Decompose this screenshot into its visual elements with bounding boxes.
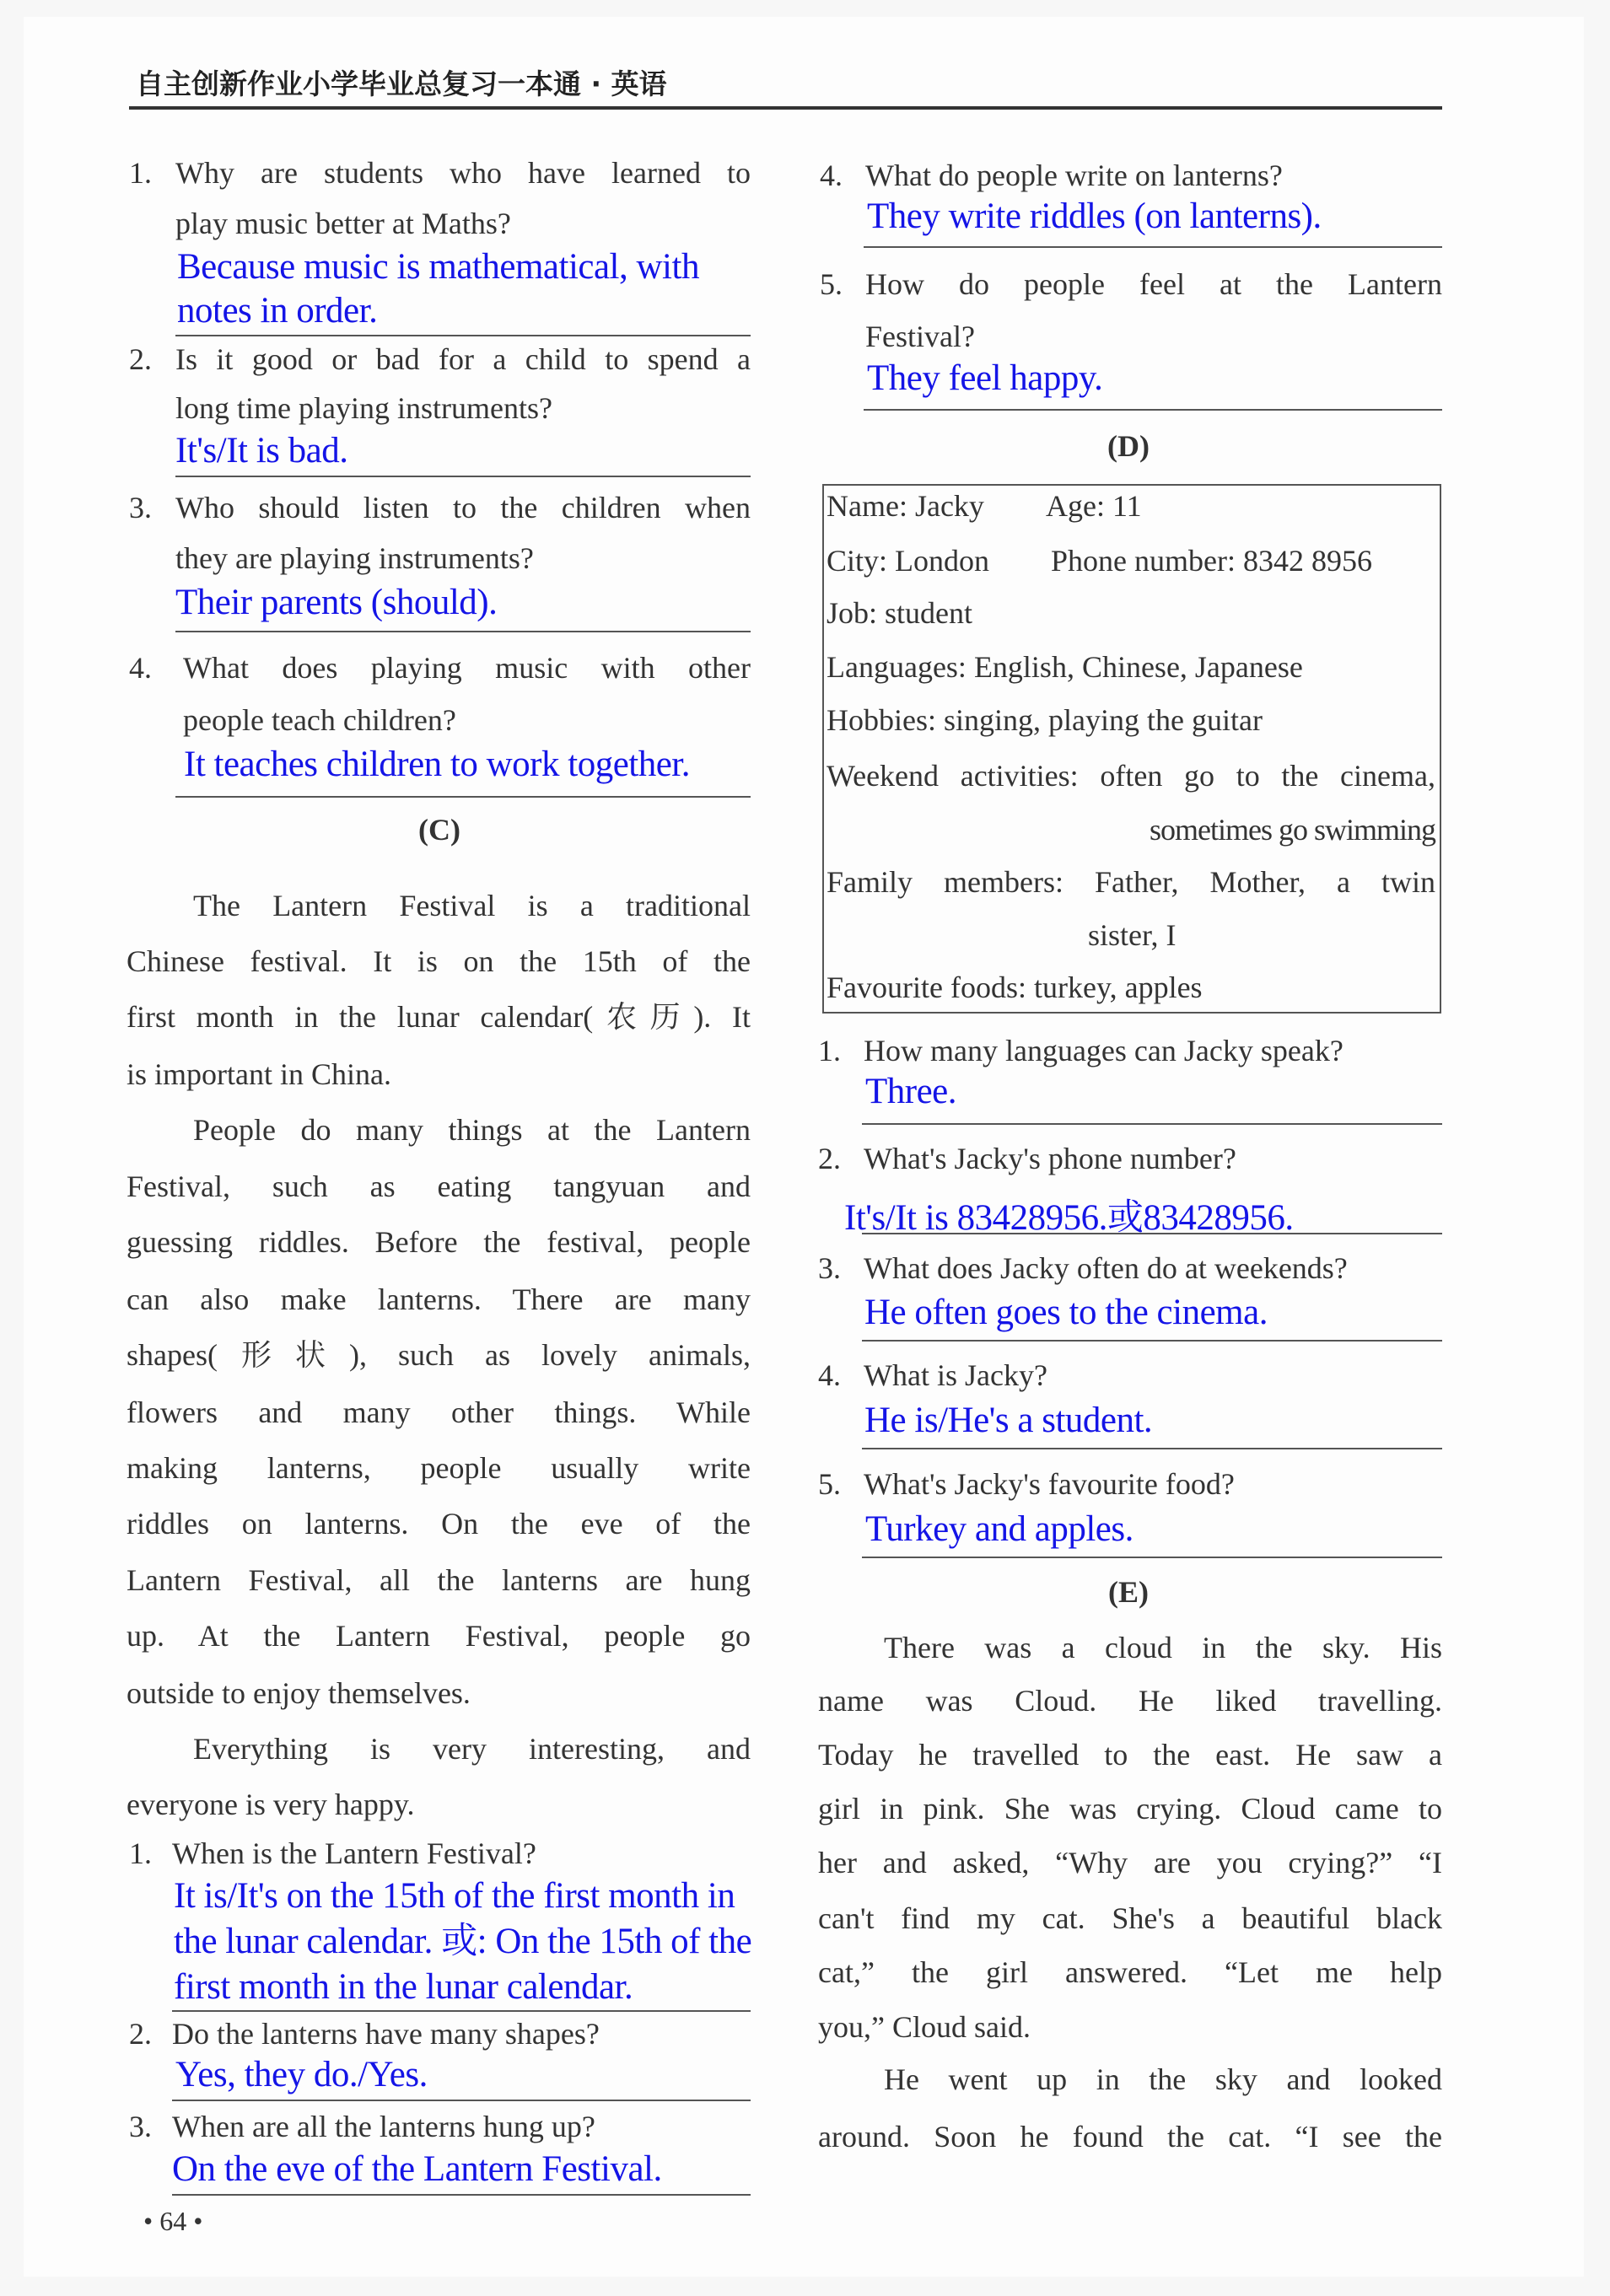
passage-line: you,” Cloud said. bbox=[818, 2010, 1031, 2044]
section-heading-e: (E) bbox=[1108, 1575, 1149, 1609]
question-number: 3. bbox=[129, 491, 152, 524]
passage-line: cat,” the girl answered. “Let me help bbox=[818, 1955, 1442, 1989]
profile-age: Age: 11 bbox=[1046, 489, 1142, 523]
passage-line: Festival, such as eating tangyuan and bbox=[127, 1170, 751, 1203]
answer-text: They feel happy. bbox=[867, 358, 1103, 398]
passage-line: Everything is very interesting, and bbox=[193, 1732, 751, 1766]
answer-line bbox=[172, 2100, 751, 2101]
profile-phone: Phone number: 8342 8956 bbox=[1051, 544, 1372, 578]
question-number: 4. bbox=[820, 159, 843, 192]
answer-line bbox=[864, 246, 1442, 248]
passage-line: can't find my cat. She's a beautiful black bbox=[818, 1901, 1442, 1935]
passage-line: There was a cloud in the sky. His bbox=[884, 1631, 1442, 1664]
passage-line: making lanterns, people usually write bbox=[127, 1451, 751, 1485]
passage-line: is important in China. bbox=[127, 1057, 391, 1091]
question-number: 2. bbox=[818, 1142, 841, 1175]
answer-text: He is/He's a student. bbox=[864, 1401, 1153, 1440]
question-text: Who should listen to the children when bbox=[175, 491, 751, 524]
question-text: play music better at Maths? bbox=[175, 207, 511, 240]
passage-line: everyone is very happy. bbox=[127, 1788, 415, 1821]
answer-text: He often goes to the cinema. bbox=[864, 1293, 1268, 1332]
question-number: 3. bbox=[818, 1251, 841, 1285]
passage-line: girl in pink. She was crying. Cloud came to bbox=[818, 1792, 1442, 1826]
answer-text: On the eve of the Lantern Festival. bbox=[172, 2149, 662, 2189]
profile-job: Job: student bbox=[827, 596, 973, 630]
answer-line bbox=[175, 335, 751, 336]
question-text: Festival? bbox=[865, 320, 975, 353]
answer-line bbox=[862, 1557, 1442, 1558]
answer-line bbox=[175, 796, 751, 798]
question-text: What does Jacky often do at weekends? bbox=[864, 1251, 1348, 1285]
passage-line: flowers and many other things. While bbox=[127, 1395, 751, 1429]
answer-line bbox=[862, 1340, 1442, 1342]
answer-line bbox=[862, 1123, 1442, 1125]
passage-line: Chinese festival. It is on the 15th of the bbox=[127, 944, 751, 978]
question-text: How do people feel at the Lantern bbox=[865, 267, 1442, 301]
profile-family-cont: sister, I bbox=[1088, 918, 1177, 952]
question-number: 1. bbox=[818, 1034, 841, 1067]
answer-text: It teaches children to work together. bbox=[184, 745, 691, 784]
answer-text: Turkey and apples. bbox=[865, 1509, 1133, 1549]
question-text: How many languages can Jacky speak? bbox=[864, 1034, 1343, 1067]
profile-hobbies: Hobbies: singing, playing the guitar bbox=[827, 703, 1263, 737]
passage-line: Lantern Festival, all the lanterns are hung bbox=[127, 1563, 751, 1597]
running-header: 自主创新作业小学毕业总复习一本通 · 英语 bbox=[136, 67, 667, 100]
answer-text: Their parents (should). bbox=[175, 583, 498, 622]
passage-line: The Lantern Festival is a traditional bbox=[193, 889, 751, 922]
passage-line: can also make lanterns. There are many bbox=[127, 1282, 751, 1316]
question-text: Do the lanterns have many shapes? bbox=[172, 2017, 600, 2051]
answer-line bbox=[175, 476, 751, 477]
answer-line bbox=[172, 2194, 751, 2196]
question-number: 5. bbox=[820, 267, 843, 301]
question-number: 2. bbox=[129, 2017, 152, 2051]
question-number: 1. bbox=[129, 1836, 152, 1870]
answer-text: the lunar calendar. 或: On the 15th of the bbox=[174, 1922, 752, 1961]
passage-line: He went up in the sky and looked bbox=[884, 2062, 1442, 2096]
answer-text: They write riddles (on lanterns). bbox=[867, 196, 1322, 236]
profile-weekend-cont: sometimes go swimming bbox=[1150, 813, 1435, 847]
question-number: 1. bbox=[129, 156, 152, 190]
question-text: Why are students who have learned to bbox=[175, 156, 751, 190]
question-text: long time playing instruments? bbox=[175, 391, 552, 425]
question-number: 5. bbox=[818, 1467, 841, 1501]
passage-line: People do many things at the Lantern bbox=[193, 1113, 751, 1147]
question-text: What's Jacky's phone number? bbox=[864, 1142, 1236, 1175]
answer-text: notes in order. bbox=[177, 291, 378, 331]
question-text: What do people write on lanterns? bbox=[865, 159, 1283, 192]
answer-line bbox=[172, 2010, 751, 2012]
answer-line bbox=[175, 631, 751, 632]
profile-languages: Languages: English, Chinese, Japanese bbox=[827, 650, 1303, 684]
section-heading-c: (C) bbox=[418, 813, 460, 847]
passage-line: outside to enjoy themselves. bbox=[127, 1676, 471, 1710]
passage-line: guessing riddles. Before the festival, people bbox=[127, 1225, 751, 1259]
profile-city: City: London bbox=[827, 544, 990, 578]
question-text: When is the Lantern Festival? bbox=[172, 1836, 536, 1870]
passage-line: up. At the Lantern Festival, people go bbox=[127, 1619, 751, 1653]
profile-weekend: Weekend activities: often go to the cinema, bbox=[827, 759, 1435, 793]
answer-line bbox=[862, 1448, 1442, 1449]
question-text: What is Jacky? bbox=[864, 1358, 1047, 1392]
profile-name: Name: Jacky bbox=[827, 489, 984, 523]
passage-line: riddles on lanterns. On the eve of the bbox=[127, 1507, 751, 1541]
passage-line: her and asked, “Why are you crying?” “I bbox=[818, 1846, 1442, 1879]
question-number: 2. bbox=[129, 342, 152, 376]
question-text: When are all the lanterns hung up? bbox=[172, 2110, 595, 2143]
question-number: 4. bbox=[818, 1358, 841, 1392]
question-number: 4. bbox=[129, 651, 152, 685]
answer-text: first month in the lunar calendar. bbox=[174, 1967, 633, 2007]
passage-line: around. Soon he found the cat. “I see the bbox=[818, 2120, 1442, 2154]
answer-text: It's/It is bad. bbox=[175, 431, 348, 470]
passage-line: name was Cloud. He liked travelling. bbox=[818, 1684, 1442, 1718]
passage-line: Today he travelled to the east. He saw a bbox=[818, 1738, 1442, 1772]
answer-text: It's/It is 83428956.或83428956. bbox=[844, 1198, 1294, 1238]
question-text: Is it good or bad for a child to spend a bbox=[175, 342, 751, 376]
answer-text: Three. bbox=[865, 1072, 957, 1111]
answer-text: Yes, they do./Yes. bbox=[175, 2055, 428, 2094]
page-number: • 64 • bbox=[143, 2206, 203, 2236]
question-text: What's Jacky's favourite food? bbox=[864, 1467, 1235, 1501]
answer-text: It is/It's on the 15th of the first month in bbox=[174, 1876, 735, 1916]
answer-line bbox=[864, 409, 1442, 411]
profile-family: Family members: Father, Mother, a twin bbox=[827, 865, 1435, 899]
profile-foods: Favourite foods: turkey, apples bbox=[827, 971, 1203, 1004]
question-text: they are playing instruments? bbox=[175, 541, 534, 575]
question-text: What does playing music with other bbox=[183, 651, 751, 685]
question-number: 3. bbox=[129, 2110, 152, 2143]
passage-line: first month in the lunar calendar(农历). It bbox=[127, 1000, 751, 1034]
answer-text: Because music is mathematical, with bbox=[177, 247, 699, 287]
section-heading-d: (D) bbox=[1107, 429, 1150, 463]
question-text: people teach children? bbox=[183, 703, 456, 737]
header-rule bbox=[129, 106, 1442, 110]
passage-line: shapes(形状), such as lovely animals, bbox=[127, 1338, 751, 1372]
